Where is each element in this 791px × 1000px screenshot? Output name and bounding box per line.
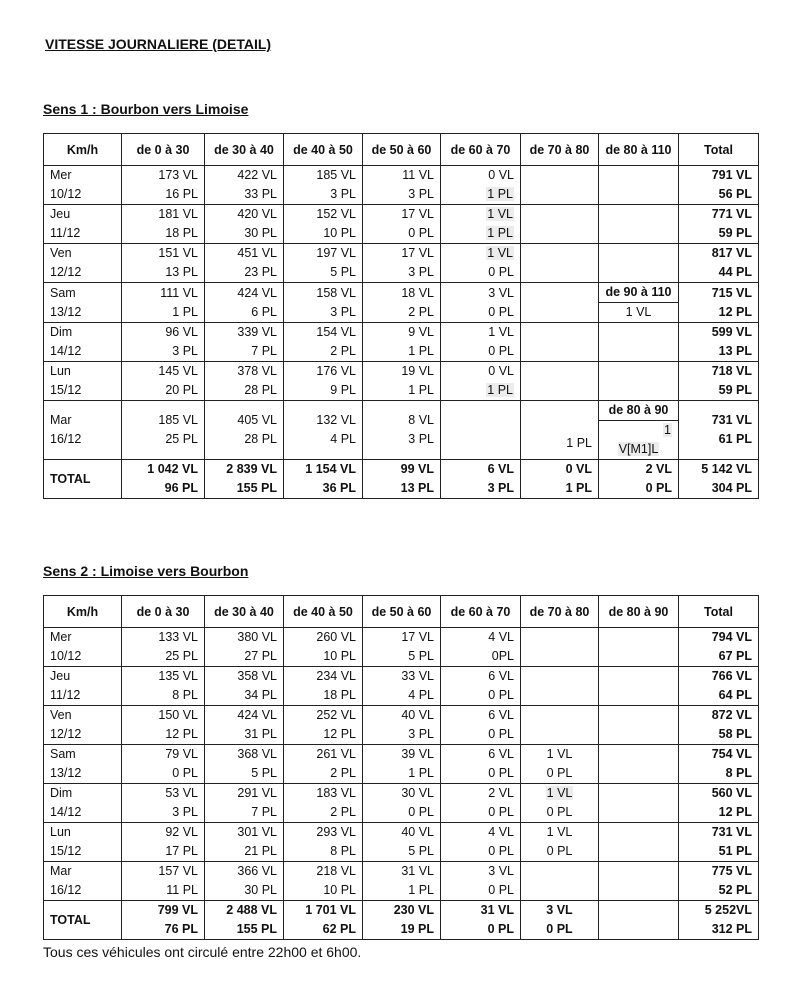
cell-vl: 234 VL [316,669,356,683]
cell-pl: 18 PL [165,226,198,240]
row-total-pl: 12 PL [718,805,752,819]
cell-pl: 0 PL [408,805,434,819]
row-total-pl: 44 PL [718,265,752,279]
total-vl: 799 VL [157,903,198,917]
table-row [44,823,759,862]
cell-vl: 79 VL [165,747,198,761]
cell-pl: 30 PL [244,226,277,240]
row-total-vl: 771 VL [711,207,752,221]
row-total-vl: 791 VL [711,168,752,182]
cell-vl: 358 VL [237,669,277,683]
header-80-90: de 80 à 90 [599,596,679,628]
row-date: 15/12 [50,383,82,397]
speed-table-sens-2 [43,595,759,940]
cell-pl: 1 PL [408,344,434,358]
cell-vl: 1 VL [487,207,513,221]
row-date: 16/12 [50,883,82,897]
cell-pl: 0 PL [488,265,514,279]
cell-pl: 4 PL [408,688,434,702]
grand-total-vl: 5 142 VL [701,462,752,476]
total-vl: 99 VL [400,462,434,476]
cell-vl: 252 VL [316,708,356,722]
header-70-80: de 70 à 80 [521,596,599,628]
table-row [44,706,759,745]
header-70-80: de 70 à 80 [521,134,599,166]
cell-pl: 0 PL [488,766,514,780]
cell-pl: 30 PL [244,883,277,897]
cell-vl: 420 VL [237,207,277,221]
cell-pl: 2 PL [330,766,356,780]
cell-pl: 0 PL [488,844,514,858]
row-total-pl: 67 PL [718,649,752,663]
footnote: Tous ces véhicules ont circulé entre 22h00 et 6h00. [43,944,362,960]
cell-vl: 422 VL [237,168,277,182]
cell-vl: 11 VL [402,168,434,182]
cell-pl: 10 PL [323,883,356,897]
cell-pl: 3 PL [172,344,198,358]
grand-total-pl: 312 PL [711,922,752,936]
total-vl: 1 042 VL [147,462,198,476]
cell-pl: 1 PL [408,383,434,397]
total-pl: 0 PL [645,481,672,495]
cell-vl: 380 VL [237,630,277,644]
table-row [44,283,759,323]
cell-vl: 133 VL [158,630,198,644]
cell-vl: 261 VL [316,747,356,761]
total-vl: 6 VL [487,462,514,476]
total-pl: 62 PL [322,922,356,936]
cell-vl: 2 VL [488,786,514,800]
cell-vl: 30 VL [401,786,434,800]
cell-pl: 34 PL [244,688,277,702]
cell-vl: 132 VL [316,413,356,427]
total-vl: 1 701 VL [305,903,356,917]
row-total-vl: 731 VL [711,413,752,427]
cell-vl: 368 VL [237,747,277,761]
cell-pl: 16 PL [165,187,198,201]
cell-vl: 1 VL [546,825,573,839]
row-total-vl: 754 VL [711,747,752,761]
cell-vl: 150 VL [158,708,198,722]
cell-pl: 0PL [491,649,514,663]
cell-pl: 1 PL [487,383,513,397]
cell-vl: 0 VL [488,168,514,182]
cell-pl: 3 PL [408,187,434,201]
row-date: 14/12 [50,344,82,358]
cell-vl: 19 VL [401,364,434,378]
cell-vl: 181 VL [158,207,198,221]
row-date: 12/12 [50,727,82,741]
row-total-pl: 59 PL [718,226,752,240]
cell-pl: 5 PL [251,766,277,780]
cell-pl: 6 PL [251,304,277,319]
cell-vl: 6 VL [488,747,514,761]
total-pl: 19 PL [400,922,434,936]
row-day: Mer [50,630,72,644]
cell-pl: 0 PL [488,688,514,702]
cell-pl: 25 PL [165,649,198,663]
row-day: Sam [50,747,76,761]
cell-pl: 8 PL [172,688,198,702]
cell-vl: 6 VL [488,669,514,683]
cell-pl: 3 PL [172,805,198,819]
row-day: Mar [50,864,72,878]
cell-vl: 111 VL [160,285,198,300]
row-date: 14/12 [50,805,82,819]
cell-pl: 3 PL [330,304,356,319]
cell-pl: 0 PL [488,344,514,358]
row-date: 15/12 [50,844,82,858]
cell-pl: 8 PL [330,844,356,858]
row-day: Dim [50,325,73,339]
cell-vl: 92 VL [165,825,198,839]
cell-pl: 33 PL [244,187,277,201]
cell-vl: 301 VL [237,825,277,839]
row-total-vl: 817 VL [711,246,752,260]
header-50-60: de 50 à 60 [363,134,441,166]
row-total-vl: 775 VL [711,864,752,878]
cell-pl: 7 PL [251,344,277,358]
cell-vl: 366 VL [237,864,277,878]
header-0-30: de 0 à 30 [122,134,205,166]
total-pl: 3 PL [487,481,514,495]
row-date: 12/12 [50,265,82,279]
section-1-title: Sens 1 : Bourbon vers Limoise [43,101,249,117]
cell-vl: 151 VL [158,246,198,260]
cell-vl: 405 VL [237,413,277,427]
header-kmh: Km/h [44,134,122,166]
row-date: 13/12 [50,304,82,319]
total-vl: 3 VL [546,903,573,917]
total-label: TOTAL [44,901,122,940]
total-pl: 1 PL [565,481,592,495]
header-80-110: de 80 à 110 [599,134,679,166]
cell-vl: 3 VL [488,864,514,878]
cell-vl: 152 VL [316,207,356,221]
total-row [44,901,759,940]
table-row [44,745,759,784]
cell-pl: 4 PL [330,432,356,446]
total-pl: 96 PL [164,481,198,495]
total-vl: 2 839 VL [226,462,277,476]
table-row [44,166,759,205]
cell-pl: 0 PL [488,883,514,897]
cell-pl: 2 PL [330,344,356,358]
cell-vl: 424 VL [237,285,277,300]
cell-pl: 1 PL [487,187,513,201]
cell-vl: 53 VL [165,786,198,800]
total-vl: 0 VL [565,462,592,476]
header-kmh: Km/h [44,596,122,628]
table-row [44,862,759,901]
cell-pl: 3 PL [408,265,434,279]
cell-pl: 20 PL [165,383,198,397]
total-pl: 0 PL [546,922,573,936]
cell-vl: 4 VL [488,630,514,644]
row-date: 11/12 [50,688,81,702]
table-row [44,244,759,283]
cell-vl: 17 VL [401,630,434,644]
header-60-70: de 60 à 70 [441,134,521,166]
table-row [44,205,759,244]
cell-vl: 1 VL [625,305,652,319]
cell-pl: 9 PL [330,383,356,397]
row-total-pl: 59 PL [718,383,752,397]
total-label: TOTAL [44,460,122,499]
cell-vl: 0 VL [488,364,514,378]
cell-pl: 0 PL [488,304,514,319]
cell-pl: 7 PL [251,805,277,819]
sub-header-80-90: de 80 à 90 [599,401,678,421]
row-total-vl: 715 VL [711,285,752,300]
table-row [44,401,759,460]
cell-pl: 5 PL [330,265,356,279]
row-date: 13/12 [50,766,82,780]
row-total-vl: 872 VL [711,708,752,722]
speed-table-sens-1 [43,133,759,499]
total-pl: 155 PL [236,922,277,936]
row-day: Lun [50,825,71,839]
cell-vl: 17 VL [401,246,434,260]
cell-pl: 28 PL [244,432,277,446]
table-row [44,784,759,823]
row-date: 10/12 [50,649,82,663]
grand-total-pl: 304 PL [711,481,752,495]
cell-pl: 27 PL [244,649,277,663]
header-50-60: de 50 à 60 [363,596,441,628]
total-vl: 2 488 VL [226,903,277,917]
cell-pl: 17 PL [165,844,198,858]
cell-vl: 1 VL [546,747,573,761]
cell-vl: 96 VL [165,325,198,339]
header-0-30: de 0 à 30 [122,596,205,628]
cell-pl: 28 PL [244,383,277,397]
cell-pl: 1 PL [487,226,513,240]
cell-pl: 0 PL [488,805,514,819]
row-day: Ven [50,246,72,260]
total-pl: 13 PL [400,481,434,495]
row-total-pl: 56 PL [718,187,752,201]
cell-pl: 21 PL [244,844,277,858]
row-total-pl: 13 PL [718,344,752,358]
cell-pl: 18 PL [323,688,356,702]
row-total-pl: 61 PL [718,432,752,446]
cell-pl: 0 PL [172,766,198,780]
header-total: Total [679,134,759,166]
cell-pl: 1 PL [408,766,434,780]
header-40-50: de 40 à 50 [284,134,363,166]
cell-pl: 31 PL [244,727,277,741]
row-total-pl: 12 PL [718,304,752,319]
cell-vl: 4 VL [488,825,514,839]
row-total-pl: 64 PL [718,688,752,702]
cell-vl: 9 VL [408,325,434,339]
header-row [44,134,759,166]
cell-pl: 1 PL [566,436,592,450]
cell-vl: 18 VL [401,285,434,300]
cell-vl: 1 VL [487,246,513,260]
row-day: Jeu [50,669,71,683]
cell-vl: 39 VL [401,747,434,761]
cell-vl: 8 VL [408,413,434,427]
row-day: Mer [50,168,72,182]
row-total-pl: 8 PL [725,766,752,780]
section-2-title: Sens 2 : Limoise vers Bourbon [43,563,249,579]
row-total-pl: 52 PL [718,883,752,897]
row-day: Jeu [50,207,71,221]
header-row [44,596,759,628]
cell-vl: 451 VL [237,246,277,260]
table-row [44,362,759,401]
total-pl: 76 PL [164,922,198,936]
header-total: Total [679,596,759,628]
row-date: 10/12 [50,187,82,201]
cell-vl: 173 VL [158,168,198,182]
cell-pl: 2 PL [330,805,356,819]
total-row [44,460,759,499]
cell-pl: 0 PL [488,727,514,741]
cell-vl: 33 VL [401,669,434,683]
cell-pl: 13 PL [165,265,198,279]
total-pl: 155 PL [236,481,277,495]
cell-vl: 185 VL [158,413,198,427]
cell-vl: 158 VL [316,285,356,300]
grand-total-vl: 5 252VL [704,903,752,917]
cell-vl: 40 VL [401,825,434,839]
table-row [44,323,759,362]
cell-pl: 12 PL [323,727,356,741]
cell-vl: 185 VL [316,168,356,182]
cell-vl: 378 VL [237,364,277,378]
cell-vl: 17 VL [401,207,434,221]
cell-vl: 424 VL [237,708,277,722]
cell-pl: 0 PL [546,805,573,819]
cell-vl-annotation: V[M1]L [618,442,659,456]
cell-vl: 260 VL [316,630,356,644]
cell-vl: 197 VL [316,246,356,260]
cell-pl: 23 PL [244,265,277,279]
header-40-50: de 40 à 50 [284,596,363,628]
cell-pl: 1 PL [408,883,434,897]
row-total-vl: 766 VL [711,669,752,683]
total-vl: 230 VL [393,903,434,917]
row-day: Lun [50,364,71,378]
cell-pl: 3 PL [330,187,356,201]
cell-vl: 339 VL [237,325,277,339]
cell-vl: 1 VL [488,325,514,339]
cell-vl: 293 VL [316,825,356,839]
cell-vl: 3 VL [488,285,514,300]
cell-vl: 154 VL [316,325,356,339]
row-day: Mar [50,413,72,427]
total-pl: 36 PL [322,481,356,495]
cell-pl: 1 PL [172,304,198,319]
cell-vl: 291 VL [237,786,277,800]
cell-vl: 1 [664,423,671,437]
header-30-40: de 30 à 40 [205,596,284,628]
cell-vl: 1 VL [546,786,573,800]
total-vl: 1 154 VL [305,462,356,476]
cell-vl: 145 VL [158,364,198,378]
total-vl: 2 VL [645,462,672,476]
sub-header-90-110: de 90 à 110 [599,283,678,303]
cell-pl: 0 PL [408,226,434,240]
row-day: Sam [50,285,76,300]
row-total-vl: 599 VL [711,325,752,339]
cell-pl: 25 PL [165,432,198,446]
row-day: Ven [50,708,72,722]
cell-pl: 10 PL [323,226,356,240]
row-total-vl: 718 VL [711,364,752,378]
cell-pl: 5 PL [408,844,434,858]
cell-pl: 5 PL [408,649,434,663]
cell-vl: 183 VL [316,786,356,800]
cell-pl: 10 PL [323,649,356,663]
row-date: 16/12 [50,432,82,446]
cell-pl: 0 PL [546,766,573,780]
row-date: 11/12 [50,226,81,240]
cell-pl: 12 PL [165,727,198,741]
cell-pl: 3 PL [408,432,434,446]
cell-vl: 135 VL [158,669,198,683]
cell-pl: 2 PL [408,304,434,319]
cell-vl: 40 VL [401,708,434,722]
row-total-vl: 560 VL [711,786,752,800]
cell-vl: 157 VL [158,864,198,878]
table-row [44,667,759,706]
header-30-40: de 30 à 40 [205,134,284,166]
table-row [44,628,759,667]
row-day: Dim [50,786,73,800]
cell-pl: 0 PL [546,844,573,858]
total-vl: 31 VL [480,903,514,917]
row-total-vl: 731 VL [711,825,752,839]
cell-pl: 11 PL [166,883,198,897]
header-60-70: de 60 à 70 [441,596,521,628]
row-total-pl: 51 PL [718,844,752,858]
document-title: VITESSE JOURNALIERE (DETAIL) [45,36,272,52]
cell-vl: 6 VL [488,708,514,722]
row-total-vl: 794 VL [711,630,752,644]
cell-vl: 218 VL [316,864,356,878]
cell-vl: 176 VL [316,364,356,378]
row-total-pl: 58 PL [718,727,752,741]
total-pl: 0 PL [487,922,514,936]
cell-pl: 3 PL [408,727,434,741]
cell-vl: 31 VL [401,864,434,878]
